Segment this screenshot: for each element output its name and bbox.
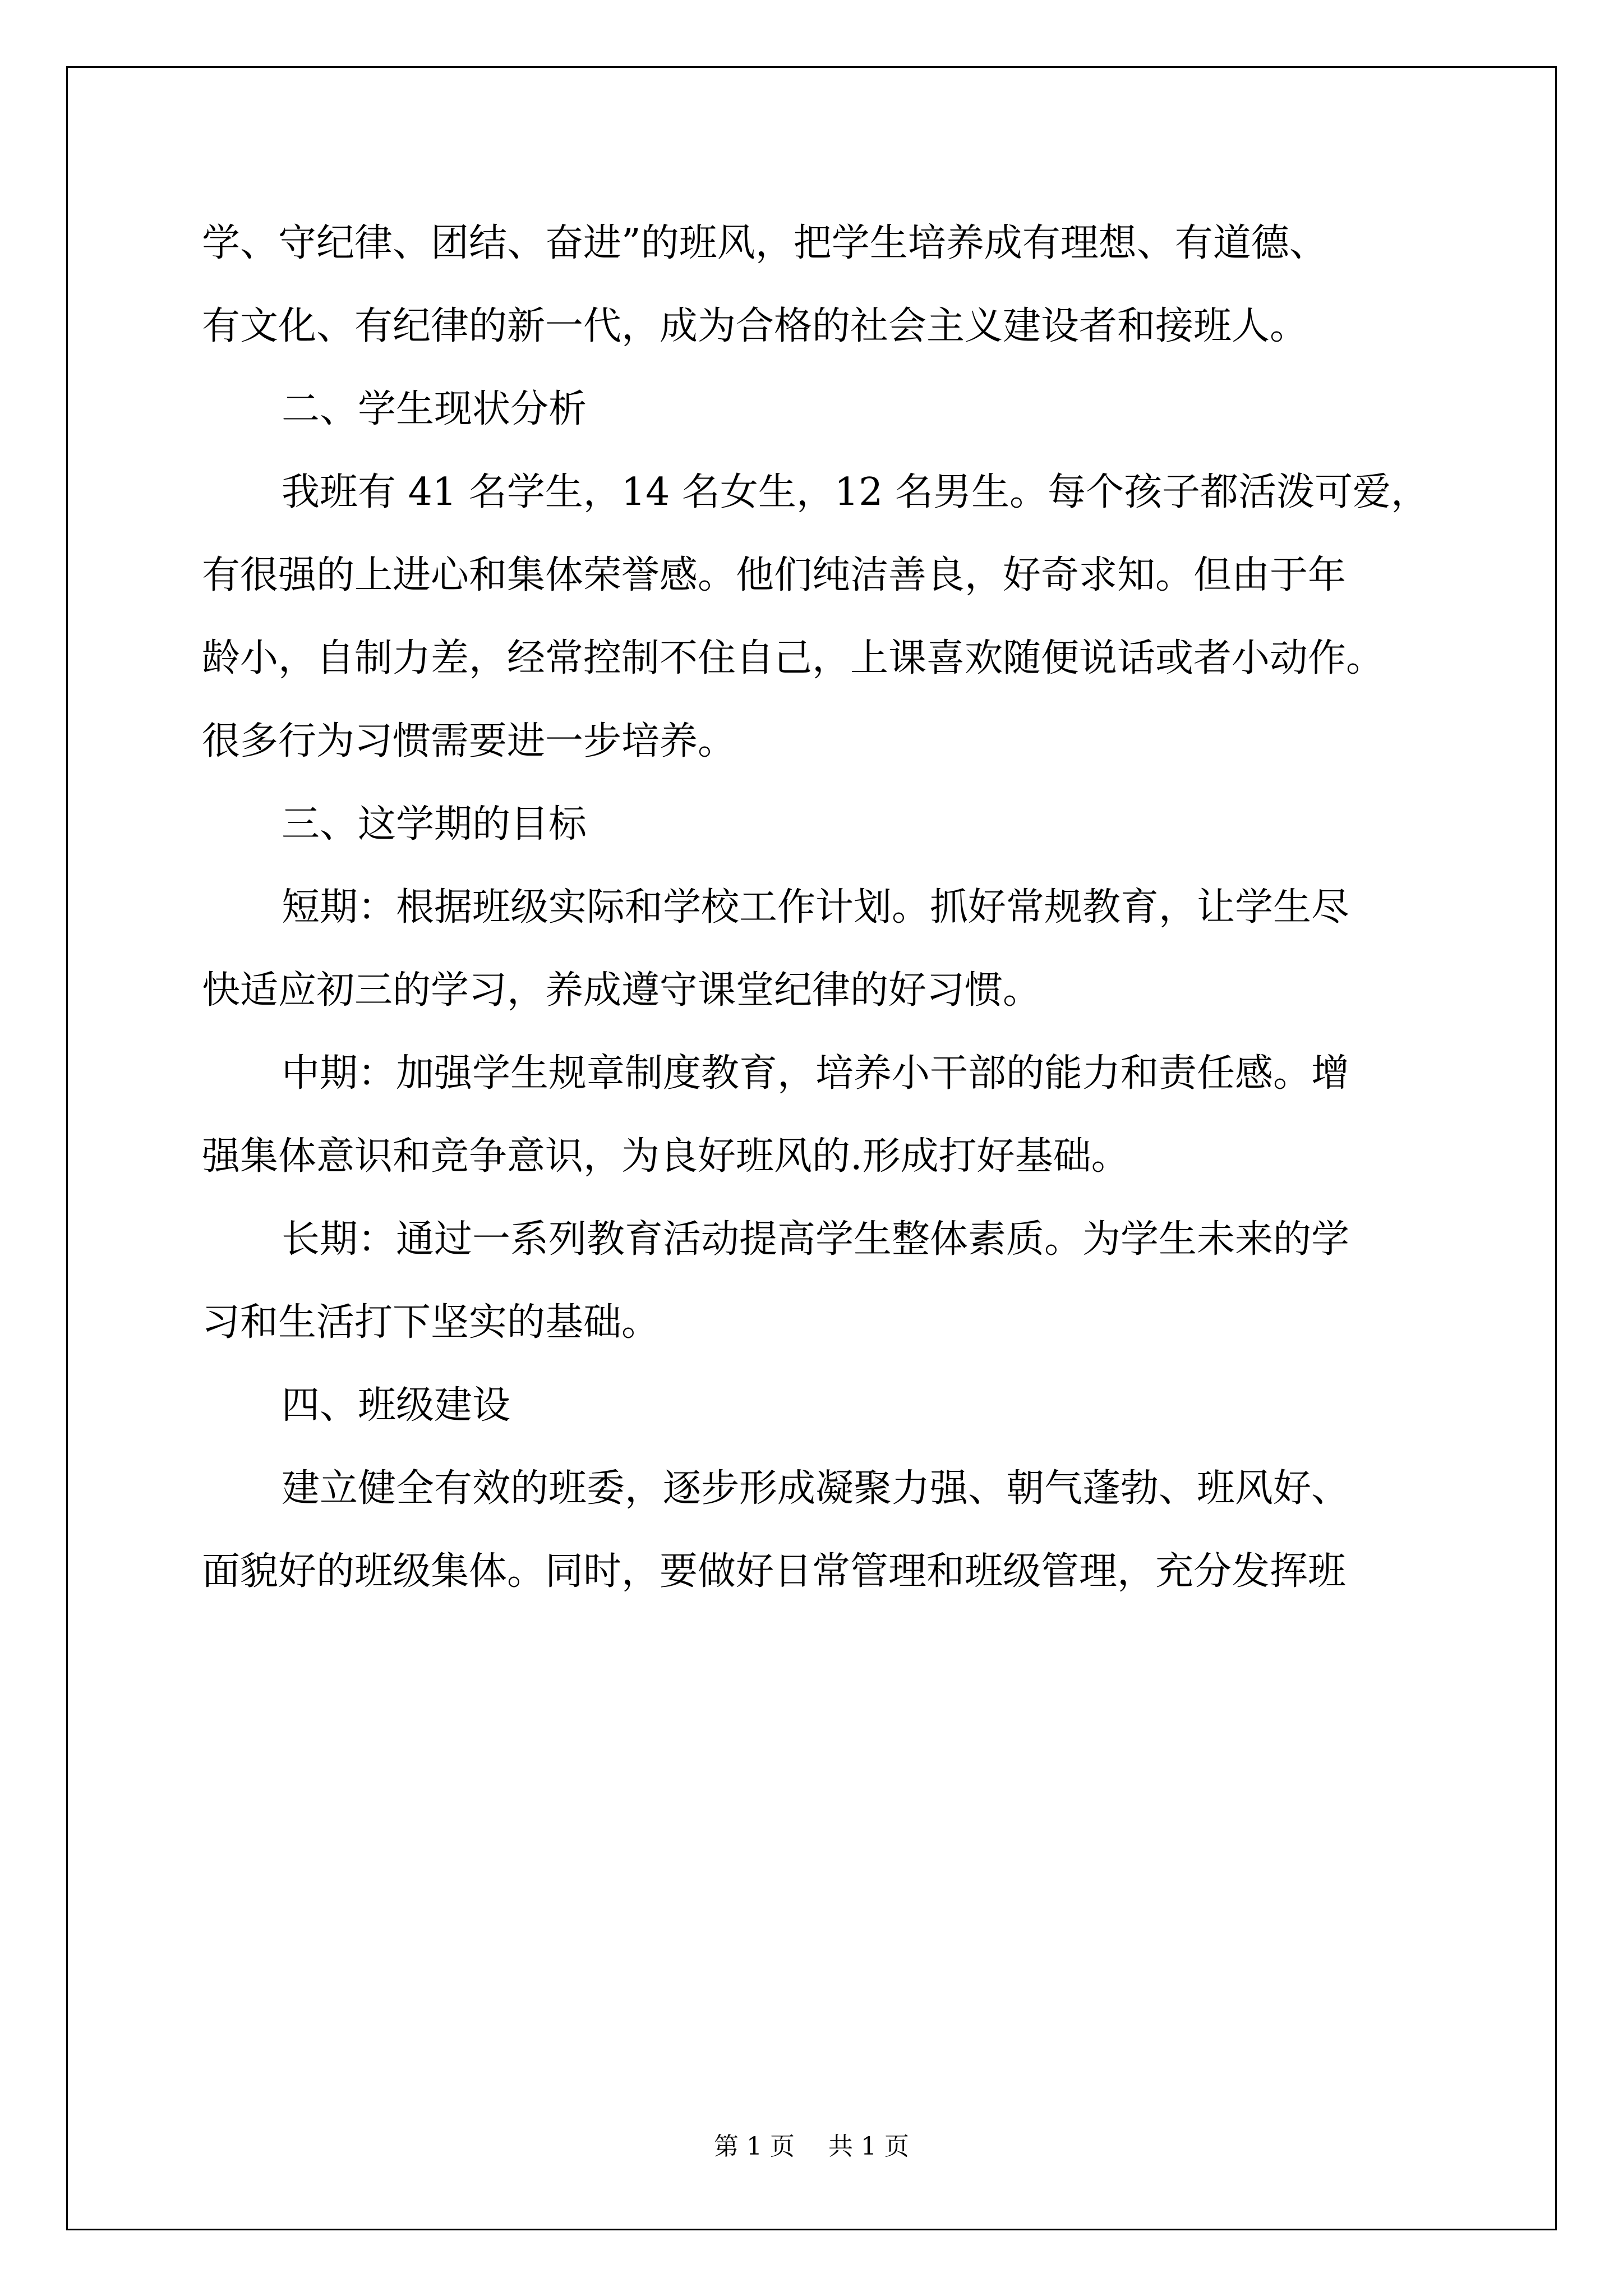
page-number: 第 1 页 — [714, 2132, 795, 2161]
text-line: 建立健全有效的班委，逐步形成凝聚力强、朝气蓬勃、班风好、 — [282, 1466, 1350, 1511]
text-line: 习和生活打下坚实的基础。 — [202, 1300, 660, 1345]
text-line: 有文化、有纪律的新一代，成为合格的社会主义建设者和接班人。 — [202, 304, 1308, 348]
text-line: 长期：通过一系列教育活动提高学生整体素质。为学生未来的学 — [282, 1217, 1350, 1262]
section-heading: 三、这学期的目标 — [282, 802, 587, 846]
page-total: 共 1 页 — [828, 2132, 909, 2161]
text-line: 很多行为习惯需要进一步培养。 — [202, 719, 736, 763]
section-heading: 二、学生现状分析 — [282, 387, 587, 431]
text-line: 快适应初三的学习，养成遵守课堂纪律的好习惯。 — [202, 968, 1041, 1013]
text-line: 有很强的上进心和集体荣誉感。他们纯洁善良，好奇求知。但由于年 — [202, 553, 1347, 597]
text-line: 学、守纪律、团结、奋进”的班风，把学生培养成有理想、有道德、 — [202, 221, 1327, 265]
text-line: 强集体意识和竞争意识，为良好班风的.形成打好基础。 — [202, 1134, 1129, 1179]
text-line: 面貌好的班级集体。同时，要做好日常管理和班级管理，充分发挥班 — [202, 1549, 1347, 1594]
document-body — [202, 202, 1464, 1613]
text-line: 短期：根据班级实际和学校工作计划。抓好常规教育，让学生尽 — [282, 885, 1350, 930]
text-line: 我班有 41 名学生，14 名女生，12 名男生。每个孩子都活泼可爱， — [282, 470, 1430, 514]
page-footer — [0, 2126, 1623, 2162]
text-line: 中期：加强学生规章制度教育，培养小干部的能力和责任感。增 — [282, 1051, 1350, 1096]
section-heading: 四、班级建设 — [282, 1383, 511, 1428]
text-line: 龄小，自制力差，经常控制不住自己，上课喜欢随便说话或者小动作。 — [202, 636, 1385, 680]
